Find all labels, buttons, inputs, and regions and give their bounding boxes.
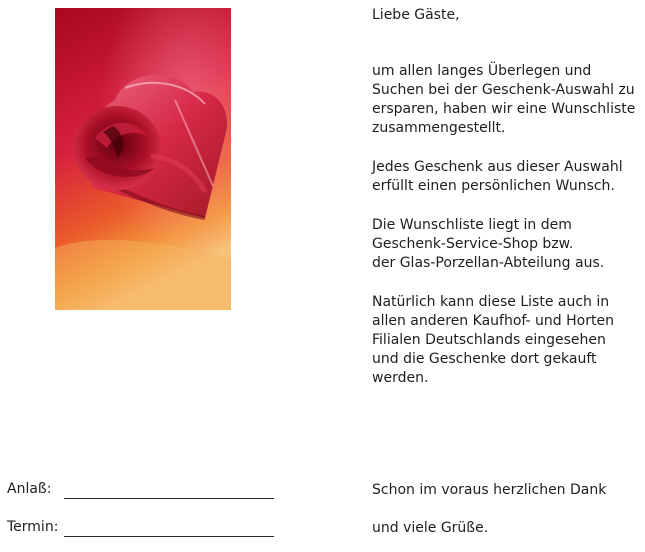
closing-thanks: Schon im voraus herzlichen Dank <box>372 482 607 498</box>
letter-body <box>372 6 640 408</box>
date-field <box>7 518 274 537</box>
occasion-label: Anlaß: <box>7 481 52 497</box>
gift-heart-photo <box>55 8 231 310</box>
closing-regards: und viele Grüße. <box>372 520 489 536</box>
date-blank-line[interactable] <box>64 522 274 537</box>
occasion-blank-line[interactable] <box>64 484 274 499</box>
paragraph: um allen langes Überlegen und Suchen bei der Geschenk-Auswahl zu ersparen, haben wir eine Wunschliste zusammengestellt. <box>372 63 636 136</box>
date-label: Termin: <box>7 519 59 535</box>
occasion-field <box>7 480 274 499</box>
paragraph: Jedes Geschenk aus dieser Auswahl erfüllt einen persönlichen Wunsch. <box>372 159 623 194</box>
paragraph: Natürlich kann diese Liste auch in allen anderen Kaufhof- und Horten Filialen Deutschlands eingesehen und die Geschenke dort gekauft werden. <box>372 294 614 386</box>
heart-gift-box-with-red-rose-icon <box>55 8 231 310</box>
greeting: Liebe Gäste, <box>372 7 460 23</box>
paragraph: Die Wunschliste liegt in dem Geschenk-Service-Shop bzw. der Glas-Porzellan-Abteilung aus. <box>372 217 605 271</box>
